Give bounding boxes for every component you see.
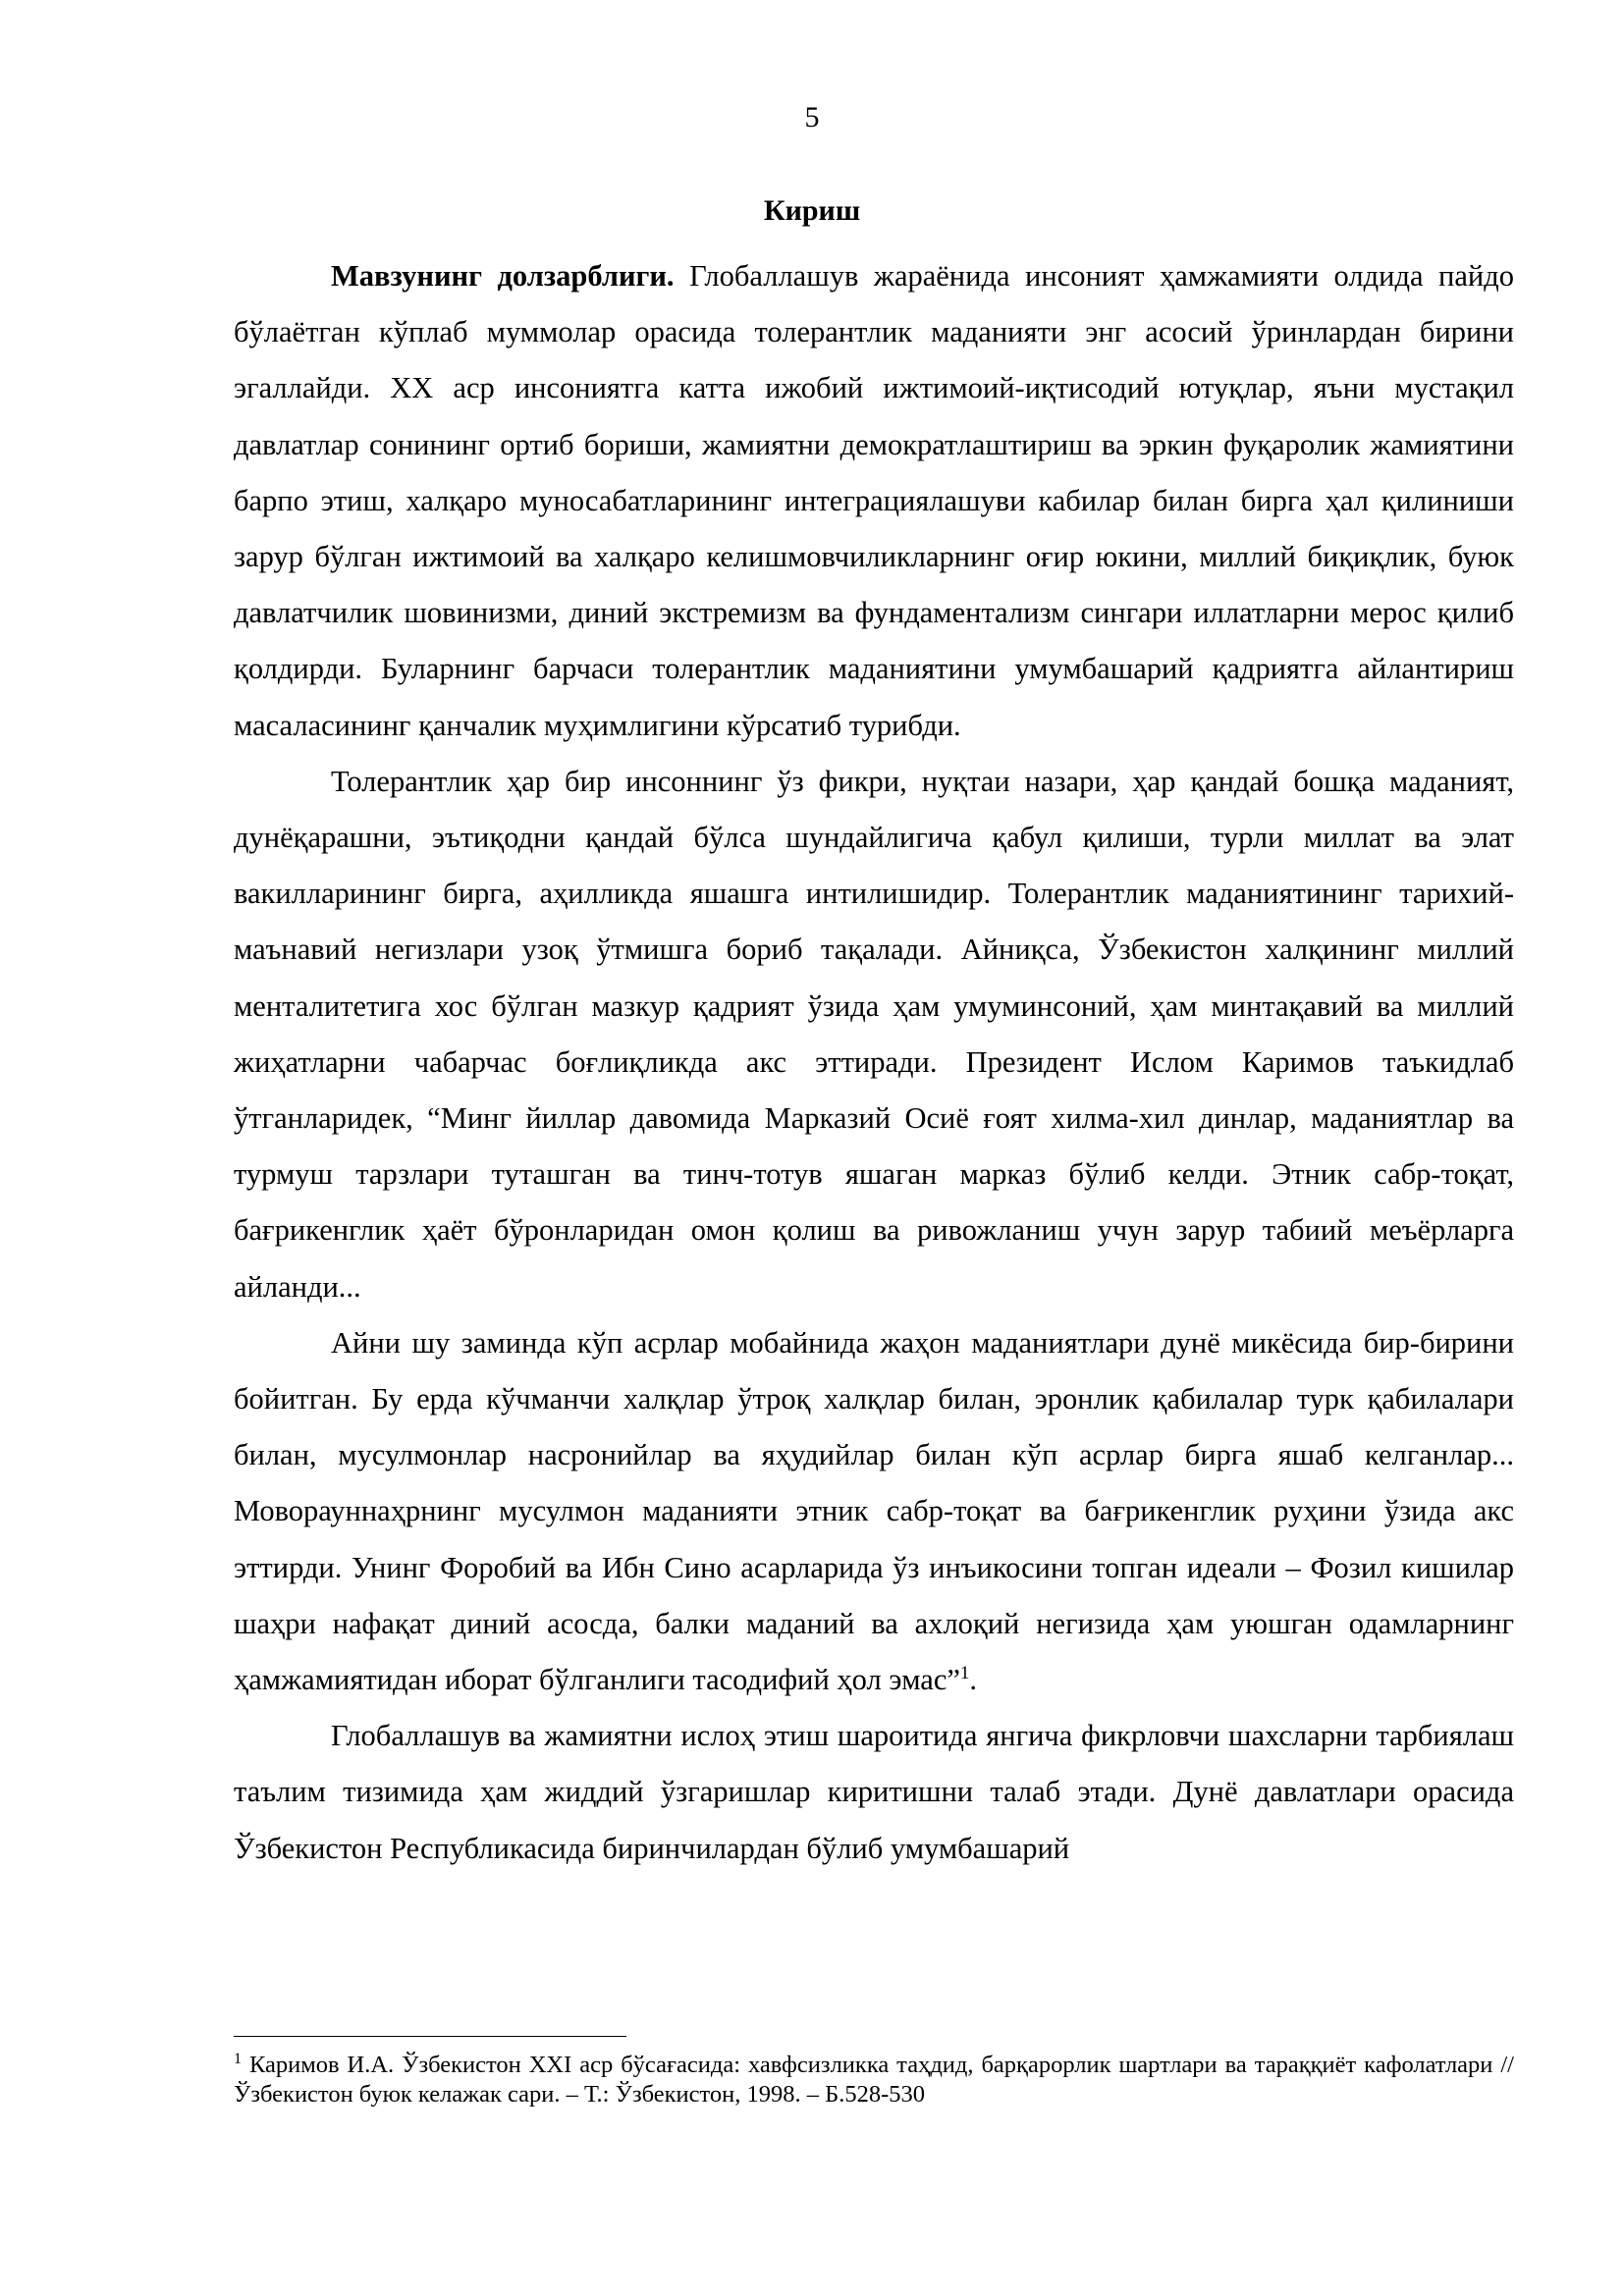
- body-text: [234, 248, 1514, 1877]
- section-heading: Кириш: [763, 194, 861, 227]
- paragraph-globalization: [234, 1708, 1514, 1877]
- paragraph-lead: Мавзунинг долзарблиги.: [331, 259, 675, 293]
- paragraph-history: [234, 1315, 1514, 1708]
- footnote-marker: 1: [234, 2050, 242, 2067]
- paragraph-relevance: [234, 248, 1514, 754]
- paragraph-tolerance: [234, 754, 1514, 1315]
- footnote-separator: [234, 2036, 626, 2037]
- paragraph-text: Айни шу заминда кўп асрлар мобайнида жаҳон маданиятлари дунё микёсида бир-бирини бойитган. Бу ерда кўчманчи халқлар ўтроқ халқлар билан, эронлик қабилалар турк қабилалари билан, мусулмонлар насронийлар ва яҳудийлар билан кўп асрлар бирга яшаб келганлар... Моворауннаҳрнинг мусулмон маданияти этник сабр-тоқат ва бағрикенглик руҳини ўзида акс эттирди. Унинг Форобий ва Ибн Сино асарларида ўз инъикосини топган идеали – Фозил кишилар шаҳри нафақат диний асосда, балки маданий ва ахлоқий негизида ҳам уюшган одамларнинг ҳамжамиятидан иборат бўлганлиги тасодифий ҳол эмас”: [234, 1325, 1514, 1697]
- footnote: [234, 2051, 1514, 2109]
- paragraph-tail: .: [969, 1663, 978, 1697]
- footnote-text: Каримов И.А. Ўзбекистон ХХI аср бўсағасида: хавфсизликка таҳдид, барқарорлик шартлари ва тараққиёт кафолатлари // Ўзбекистон буюк келажак сари. – Т.: Ўзбекистон, 1998. – Б.528-530: [234, 2052, 1514, 2108]
- footnote-reference[interactable]: 1: [959, 1662, 970, 1683]
- page-number: 5: [804, 101, 820, 133]
- paragraph-text: Толерантлик ҳар бир инсоннинг ўз фикри, нуқтаи назари, ҳар қандай бошқа маданият, дунёқарашни, эътиқодни қандай бўлса шундайлигича қабул қилиши, турли миллат ва элат вакилларининг бирга, аҳилликда яшашга интилишидир. Толерантлик маданиятининг тарихий-маънавий негизлари узоқ ўтмишга бориб тақалади. Айниқса, Ўзбекистон халқининг миллий менталитетига хос бўлган мазкур қадрият ўзида ҳам умуминсоний, ҳам минтақавий ва миллий жиҳатларни чабарчас боғлиқликда акс эттиради. Президент Ислом Каримов таъкидлаб ўтганларидек, “Минг йиллар давомида Марказий Осиё ғоят хилма-хил динлар, маданиятлар ва турмуш тарзлари туташган ва тинч-тотув яшаган марказ бўлиб келди. Этник сабр-тоқат, бағрикенглик ҳаёт бўронларидан омон қолиш ва ривожланиш учун зарур табиий меъёрларга айланди...: [234, 764, 1514, 1304]
- paragraph-text: Глобаллашув ва жамиятни ислоҳ этиш шароитида янгича фикрловчи шахсларни тарбиялаш таълим тизимида ҳам жиддий ўзгаришлар киритишни талаб этади. Дунё давлатлари орасида Ўзбекистон Республикасида биринчилардан бўлиб умумбашарий: [234, 1719, 1514, 1865]
- paragraph-text: Глобаллашув жараёнида инсоният ҳамжамияти олдида пайдо бўлаётган кўплаб муммолар орасида толерантлик маданияти энг асосий ўринлардан бирини эгаллайди. ХХ аср инсониятга катта ижобий ижтимоий-иқтисодий ютуқлар, яъни мустақил давлатлар сонининг ортиб бориши, жамиятни демократлаштириш ва эркин фуқаролик жамиятини барпо этиш, халқаро муносабатларининг интеграциялашуви кабилар билан бирга ҳал қилиниши зарур бўлган ижтимоий ва халқаро келишмовчиликларнинг оғир юкини, миллий биқиқлик, буюк давлатчилик шовинизми, диний экстремизм ва фундаментализм сингари иллатларни мерос қилиб қолдирди. Буларнинг барчаси толерантлик маданиятини умумбашарий қадриятга айлантириш масаласининг қанчалик муҳимлигини кўрсатиб турибди.: [234, 259, 1514, 742]
